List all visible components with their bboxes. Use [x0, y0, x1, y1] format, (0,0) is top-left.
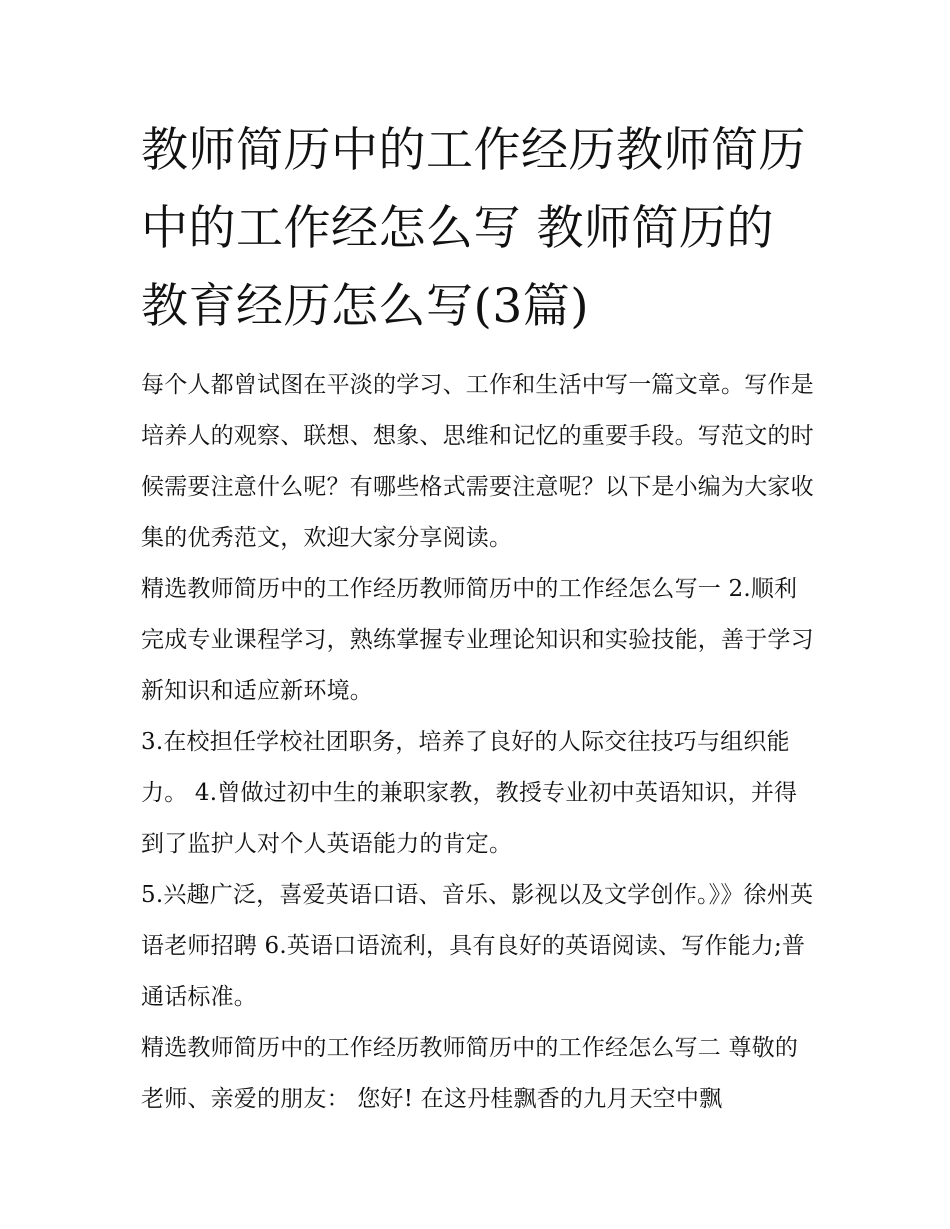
paragraph-1: 精选教师简历中的工作经历教师简历中的工作经怎么写一 2.顺利完成专业课程学习，熟练掌握专业理论知识和实验技能，善于学习新知识和适应新环境。 [141, 576, 814, 704]
paragraph-3: 5.兴趣广泛，喜爱英语口语、音乐、影视以及文学创作。》》徐州英语老师招聘 6.英语口语流利，具有良好的英语阅读、写作能力;普通话标准。 [141, 882, 814, 1010]
intro-paragraph: 每个人都曾试图在平淡的学习、工作和生活中写一篇文章。写作是培养人的观察、联想、想象、思维和记忆的重要手段。写范文的时候需要注意什么呢？有哪些格式需要注意呢？以下是小编为大家收集的优秀范文，欢迎大家分享阅读。 [141, 372, 814, 551]
paragraph-4: 精选教师简历中的工作经历教师简历中的工作经怎么写二 尊敬的老师、亲爱的朋友： 您好! 在这丹桂飘香的九月天空中飘 [141, 1035, 799, 1112]
document-title: 教师简历中的工作经历教师简历中的工作经怎么写 教师简历的教育经历怎么写(3篇) [141, 123, 806, 334]
paragraph-2: 3.在校担任学校社团职务，培养了良好的人际交往技巧与组织能力。 4.曾做过初中生的兼职家教，教授专业初中英语知识，并得到了监护人对个人英语能力的肯定。 [141, 729, 798, 857]
